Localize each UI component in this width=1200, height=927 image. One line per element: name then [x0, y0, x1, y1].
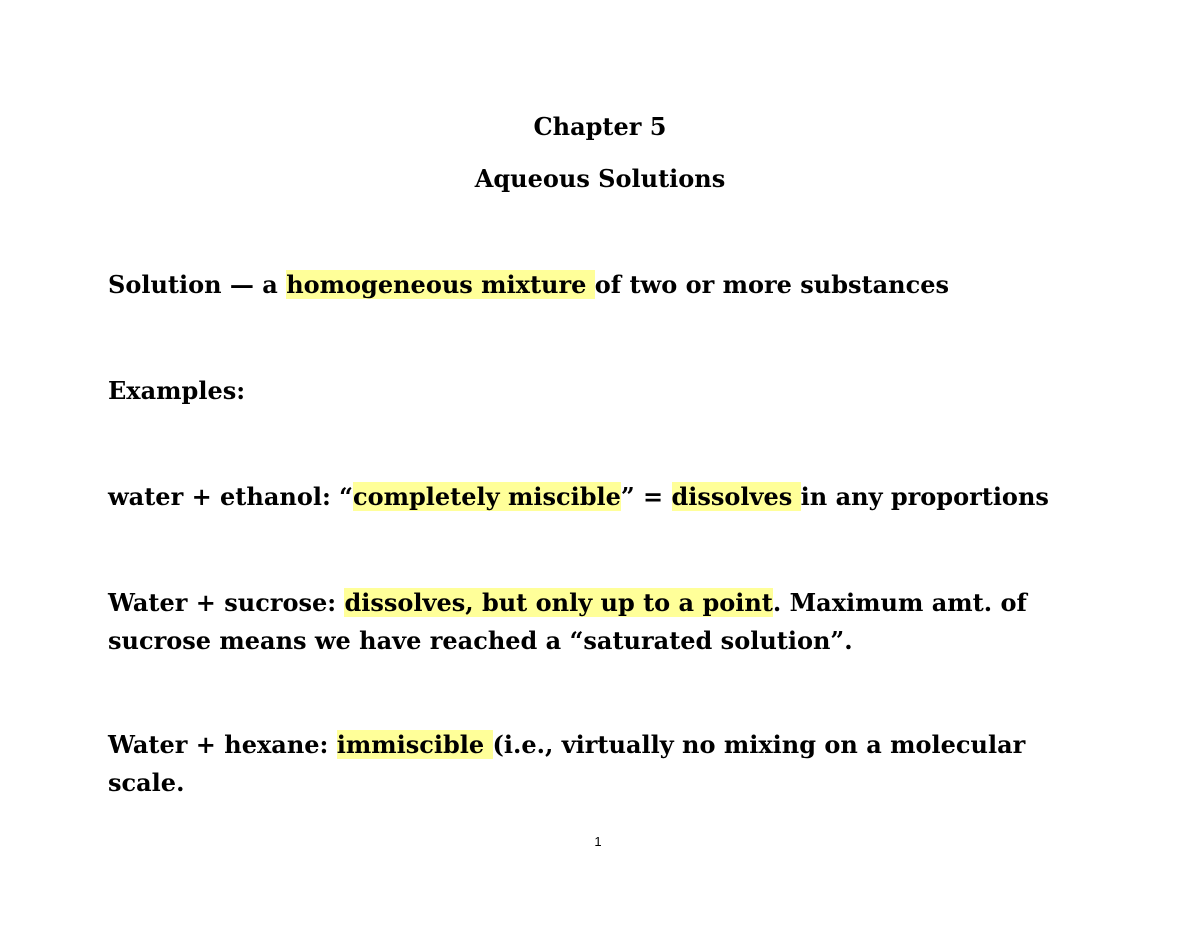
sucrose-text-a: Water + sucrose:	[108, 588, 345, 617]
sucrose-line-1	[108, 584, 1108, 622]
examples-heading: Examples:	[108, 376, 246, 405]
hexane-text-a: Water + hexane:	[108, 730, 337, 759]
highlight-dissolves: dissolves	[671, 482, 801, 511]
example-ethanol	[108, 478, 1108, 516]
example-sucrose	[108, 584, 1108, 660]
definition-text: Solution — a	[108, 270, 287, 299]
hexane-text-b: (i.e., virtually no mixing on a molecular	[492, 730, 1026, 759]
hexane-line-2: scale.	[108, 768, 185, 797]
sucrose-text-b: . Maximum amt. of	[772, 588, 1027, 617]
chapter-heading: Chapter 5	[533, 112, 667, 141]
definition-paragraph	[108, 266, 1108, 304]
definition-text-end: of two or more substances	[594, 270, 949, 299]
hexane-line-1	[108, 726, 1108, 764]
chapter-title: Aqueous Solutions	[474, 164, 726, 193]
sucrose-line-2: sucrose means we have reached a “saturated solution”.	[108, 626, 853, 655]
ethanol-text-a: water + ethanol: “	[108, 482, 353, 511]
highlight-homogeneous-mixture: homogeneous mixture	[286, 270, 595, 299]
ethanol-text-c: in any proportions	[800, 482, 1049, 511]
highlight-completely-miscible: completely miscible	[352, 482, 621, 511]
highlight-immiscible: immiscible	[336, 730, 493, 759]
example-hexane	[108, 726, 1108, 802]
highlight-dissolves-up-to-point: dissolves, but only up to a point	[344, 588, 773, 617]
ethanol-text-b: ” =	[620, 482, 672, 511]
page-number: 1	[594, 834, 602, 849]
